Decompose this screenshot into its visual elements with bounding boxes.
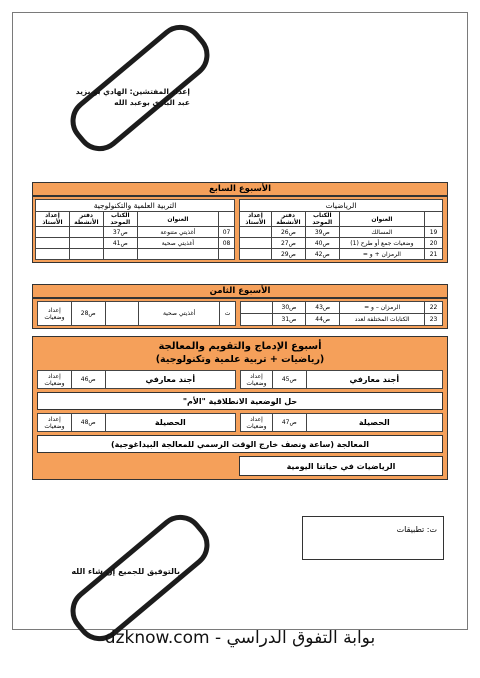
header-note [70,86,190,109]
integration-remedial: المعالجة (ساعة ونصف خارج الوقت الرسمي للمعالجة البيداغوجية) [37,435,443,453]
integration-section [32,336,448,480]
week7-section [32,182,448,263]
week7-math-table [239,211,443,260]
col-teacher: إعداد الأستاذ [240,212,272,227]
header-note-line1: إعداد المفتشين: الهادي بو بزيد [75,87,190,96]
week8-math-table [240,301,443,326]
integration-row1-right: أجند معارفي ص45 إعداد وضعيات [240,370,443,389]
table-row [36,249,235,260]
integration-title2: (رياضيات + تربية علمية وتكنولوجية) [155,354,325,365]
integration-title1: أسبوع الإدماج والتقويم والمعالجة [158,341,322,352]
table-row: 23 الكتابات المختلفة لعدد ص44 ص31 [241,314,443,326]
header-note-line2: عبد الباري بوعبد الله [114,98,190,108]
table-row: 22 الرمزان – و = ص43 ص30 [241,302,443,314]
integration-row2-right: الحصيلة ص47 إعداد وضعيات [240,413,443,432]
integration-body [32,336,448,480]
integration-row1-left: أجند معارفي ص46 إعداد وضعيات [37,370,236,389]
week7-math-subject: الرياضيات [239,199,443,211]
week7-title: الأسبوع السابع [32,182,448,196]
week7-science-subject: التربية العلمية والتكنولوجية [35,199,235,211]
week7-math [239,199,443,260]
table-row: 21 الرمزان + و = ص42 ص29 [240,249,443,260]
week7-body [32,196,448,263]
table-row: ت أغذيتي صحية ص28 إعداد وضعيات [38,302,236,326]
week7-science [35,199,235,260]
applications-box: ت: تطبيقات [302,516,444,560]
col-title: العنوان [339,212,424,227]
week8-science-table [37,301,236,326]
week7-science-table: العنوان الكتاب الموحد دفتر الأنشطة إعداد الأستاذ 07 أغذيتي متنوعة ص37 08 أغذيتي صحية ص41 [35,211,235,260]
col-num [425,212,443,227]
footer-site: dzknow.com - بوابة التفوق الدراسي [104,628,376,648]
col-book: الكتاب الموحد [305,212,339,227]
integration-row2-left: الحصيلة ص48 إعداد وضعيات [37,413,236,432]
closing-note: بالتوفيق للجميع إن شاء الله [71,567,180,576]
table-row: 07 أغذيتي متنوعة ص37 [36,227,235,238]
col-notebook: دفتر الأنشطة [271,212,305,227]
integration-situation: حل الوضعية الانطلاقية "الأم" [37,392,443,410]
table-row: 19 المسالك ص39 ص26 [240,227,443,238]
table-row: 08 أغذيتي صحية ص41 [36,238,235,249]
week8-body [32,298,448,329]
integration-daily-life: الرياضيات في حياتنا اليومية [239,456,443,476]
week8-title: الأسبوع الثامن [32,284,448,298]
table-row: 20 وضعيات جمع أو طرح (1) ص40 ص27 [240,238,443,249]
week8-section [32,284,448,329]
